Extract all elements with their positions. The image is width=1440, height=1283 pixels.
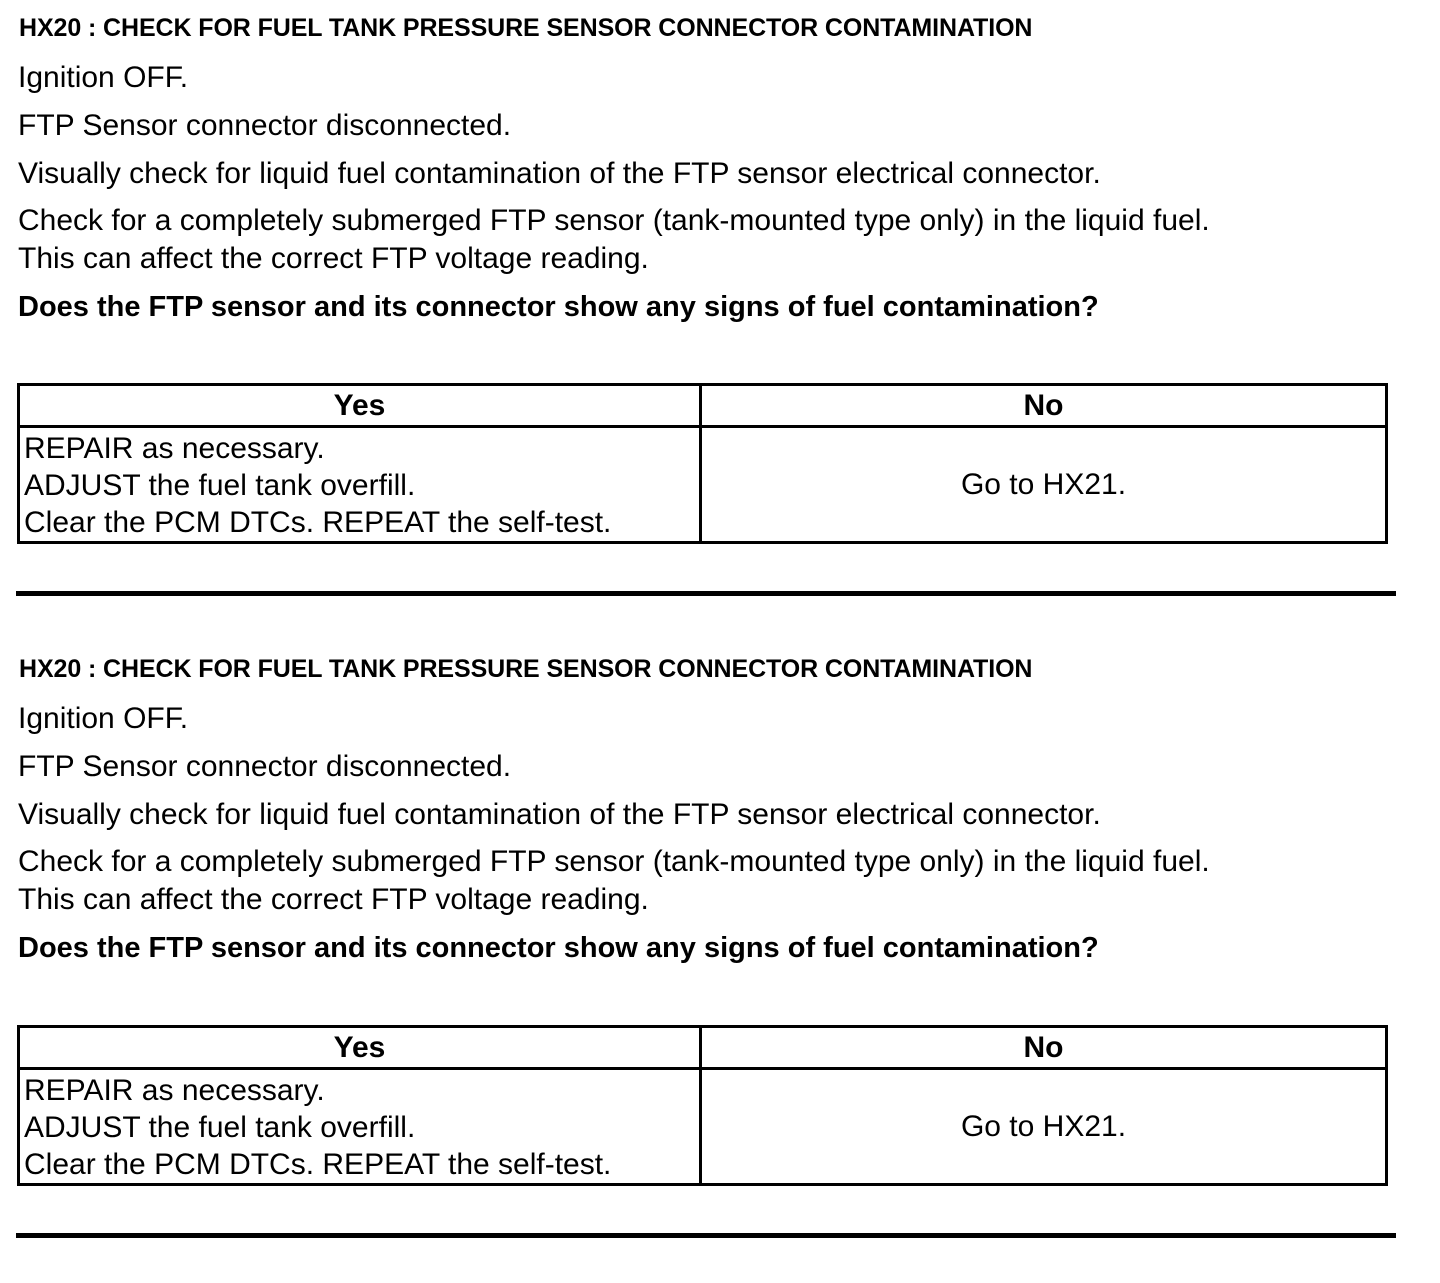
step-question: Does the FTP sensor and its connector show any signs of fuel contamination? [18, 932, 1099, 964]
no-header: No [701, 1027, 1387, 1069]
instruction-voltage-note: This can affect the correct FTP voltage reading. [18, 883, 649, 916]
result-table [17, 383, 1388, 544]
step-heading: HX20 : CHECK FOR FUEL TANK PRESSURE SENSOR CONNECTOR CONTAMINATION [19, 655, 1033, 683]
section-divider [16, 591, 1396, 596]
yes-action-clear-dtcs: Clear the PCM DTCs. REPEAT the self-test. [24, 506, 612, 539]
yes-header: Yes [19, 385, 701, 427]
yes-action-repair: REPAIR as necessary. [24, 1074, 325, 1107]
yes-action-adjust: ADJUST the fuel tank overfill. [24, 469, 416, 502]
step-question: Does the FTP sensor and its connector show any signs of fuel contamination? [18, 291, 1099, 323]
yes-header: Yes [19, 1027, 701, 1069]
instruction-ignition: Ignition OFF. [18, 61, 189, 94]
instruction-connector: FTP Sensor connector disconnected. [18, 109, 512, 142]
yes-actions-cell [19, 1069, 701, 1185]
no-action-cell: Go to HX21. [701, 427, 1387, 543]
instruction-submerged-check: Check for a completely submerged FTP sensor (tank-mounted type only) in the liquid fuel. [18, 845, 1210, 878]
instruction-connector: FTP Sensor connector disconnected. [18, 750, 512, 783]
result-table [17, 1025, 1388, 1186]
instruction-submerged-check: Check for a completely submerged FTP sensor (tank-mounted type only) in the liquid fuel. [18, 204, 1210, 237]
diagnostic-step-section [0, 641, 1440, 1283]
yes-action-repair: REPAIR as necessary. [24, 432, 325, 465]
instruction-ignition: Ignition OFF. [18, 702, 189, 735]
instruction-voltage-note: This can affect the correct FTP voltage reading. [18, 242, 649, 275]
yes-actions-cell [19, 427, 701, 543]
instruction-visual-check: Visually check for liquid fuel contamination of the FTP sensor electrical connector. [18, 157, 1101, 190]
yes-action-clear-dtcs: Clear the PCM DTCs. REPEAT the self-test. [24, 1148, 612, 1181]
section-divider [16, 1233, 1396, 1238]
no-action-cell: Go to HX21. [701, 1069, 1387, 1185]
yes-action-adjust: ADJUST the fuel tank overfill. [24, 1111, 416, 1144]
no-header: No [701, 385, 1387, 427]
step-heading: HX20 : CHECK FOR FUEL TANK PRESSURE SENSOR CONNECTOR CONTAMINATION [19, 14, 1033, 42]
instruction-visual-check: Visually check for liquid fuel contamination of the FTP sensor electrical connector. [18, 798, 1101, 831]
